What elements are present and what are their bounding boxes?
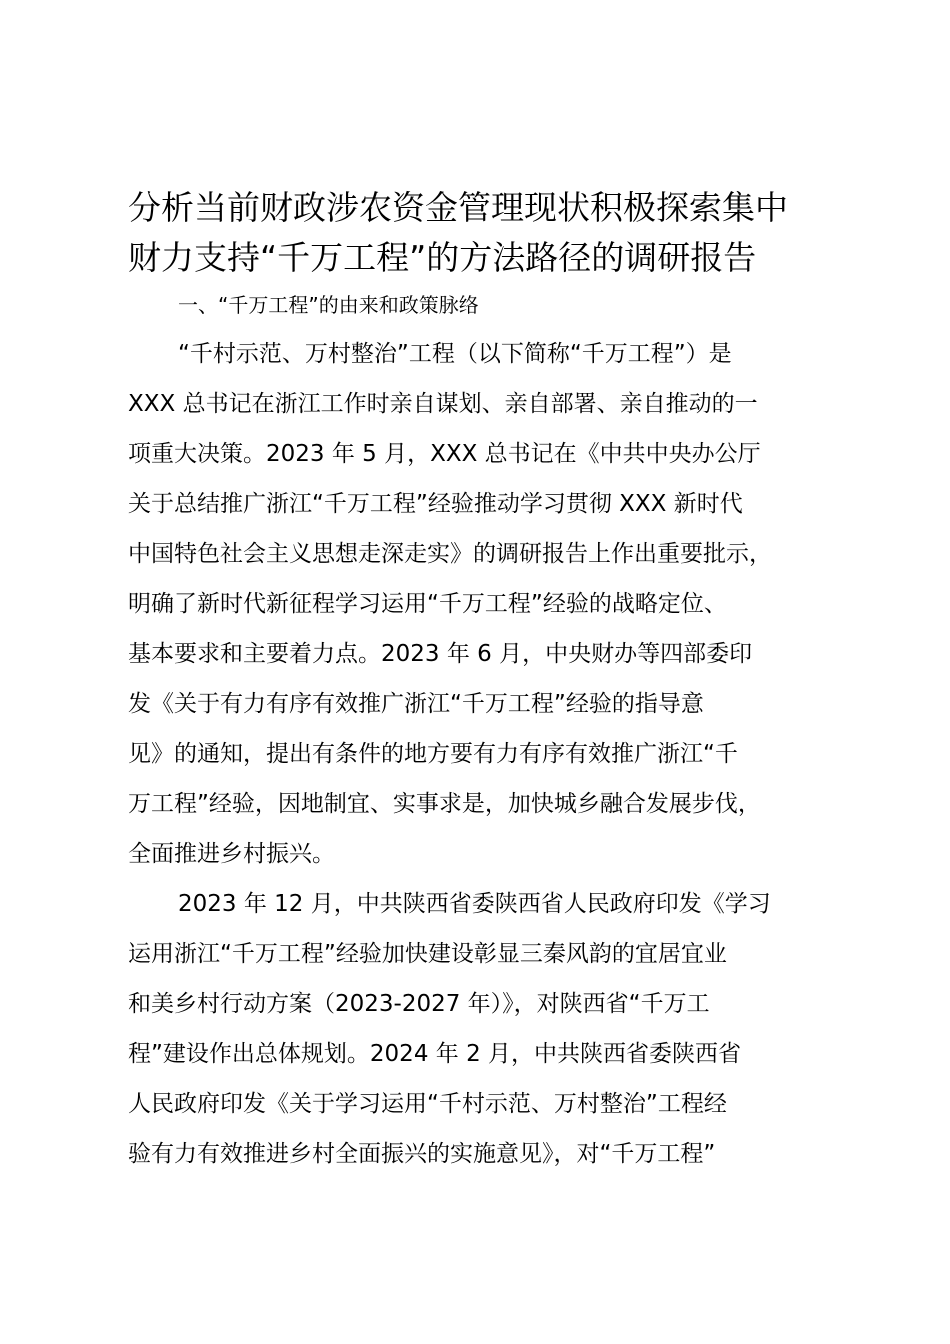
paragraph-line: 明确了新时代新征程学习运用“千万工程”经验的战略定位、 [128,591,727,617]
paragraph-line: 万工程”经验，因地制宜、实事求是，加快城乡融合发展步伐， [128,791,761,817]
paragraph-line: 人民政府印发《关于学习运用“千村示范、万村整治”工程经 [128,1091,727,1117]
section-heading: 一、“千万工程”的由来和政策脉络 [178,293,479,317]
paragraph-line: 程”建设作出总体规划。2024 年 2 月，中共陕西省委陕西省 [128,1041,742,1067]
title-line: 分析当前财政涉农资金管理现状积极探索集中 [128,188,788,227]
paragraph-line: XXX 总书记在浙江工作时亲自谋划、亲自部署、亲自推动的一 [128,391,758,417]
paragraph-line: 基本要求和主要着力点。2023 年 6 月，中央财办等四部委印 [128,641,753,667]
paragraph-line: 和美乡村行动方案（2023-2027 年）》，对陕西省“千万工 [128,991,710,1017]
paragraph-line: 运用浙江“千万工程”经验加快建设彰显三秦风韵的宜居宜业 [128,941,727,967]
paragraph-line: 验有力有效推进乡村全面振兴的实施意见》，对“千万工程” [128,1141,716,1167]
paragraph-line: 中国特色社会主义思想走深走实》的调研报告上作出重要批示， [128,541,772,567]
paragraph-line: 发《关于有力有序有效推广浙江“千万工程”经验的指导意 [128,691,704,717]
paragraph-line: 全面推进乡村振兴。 [128,841,335,867]
paragraph-line: “千村示范、万村整治”工程（以下简称“千万工程”）是 [178,341,732,367]
paragraph-line: 2023 年 12 月，中共陕西省委陕西省人民政府印发《学习 [178,891,771,917]
title-line: 财力支持“千万工程”的方法路径的调研报告 [128,238,757,277]
paragraph-line: 项重大决策。2023 年 5 月，XXX 总书记在《中共中央办公厅 [128,441,761,467]
paragraph-line: 关于总结推广浙江“千万工程”经验推动学习贯彻 XXX 新时代 [128,491,743,517]
paragraph-line: 见》的通知，提出有条件的地方要有力有序有效推广浙江“千 [128,741,738,767]
document-title [128,183,848,283]
